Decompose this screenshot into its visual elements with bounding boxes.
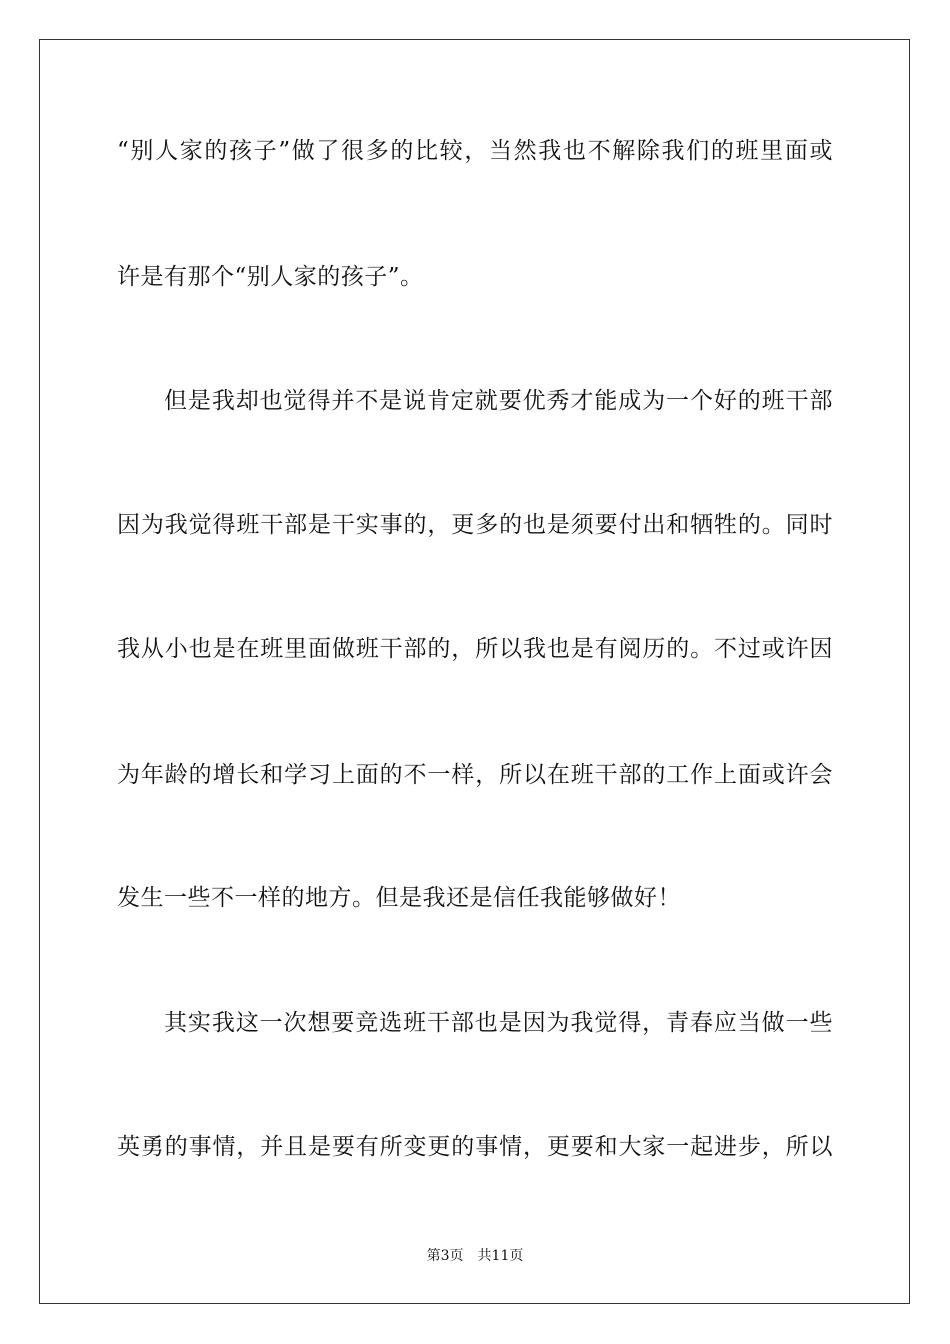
page-footer <box>0 1246 950 1266</box>
text-line: 因为我觉得班干部是干实事的，更多的也是须要付出和牺牲的。同时 <box>117 512 833 538</box>
text-line: 其实我这一次想要竞选班干部也是因为我觉得，青春应当做一些 <box>164 1010 833 1036</box>
text-line: “别人家的孩子”做了很多的比较，当然我也不解除我们的班里面或 <box>117 138 833 164</box>
text-line: 英勇的事情，并且是要有所变更的事情，更要和大家一起进步，所以 <box>117 1134 833 1160</box>
page-border <box>39 39 910 1304</box>
text-line: 但是我却也觉得并不是说肯定就要优秀才能成为一个好的班干部 <box>164 388 833 414</box>
page-number: 第3页 <box>426 1248 464 1264</box>
text-line: 发生一些不一样的地方。但是我还是信任我能够做好！ <box>117 885 681 911</box>
text-line: 许是有那个“别人家的孩子”。 <box>117 264 424 290</box>
page-total: 共11页 <box>477 1248 524 1264</box>
text-line: 我从小也是在班里面做班干部的，所以我也是有阅历的。不过或许因 <box>117 636 833 662</box>
text-line: 为年龄的增长和学习上面的不一样，所以在班干部的工作上面或许会 <box>117 762 833 788</box>
